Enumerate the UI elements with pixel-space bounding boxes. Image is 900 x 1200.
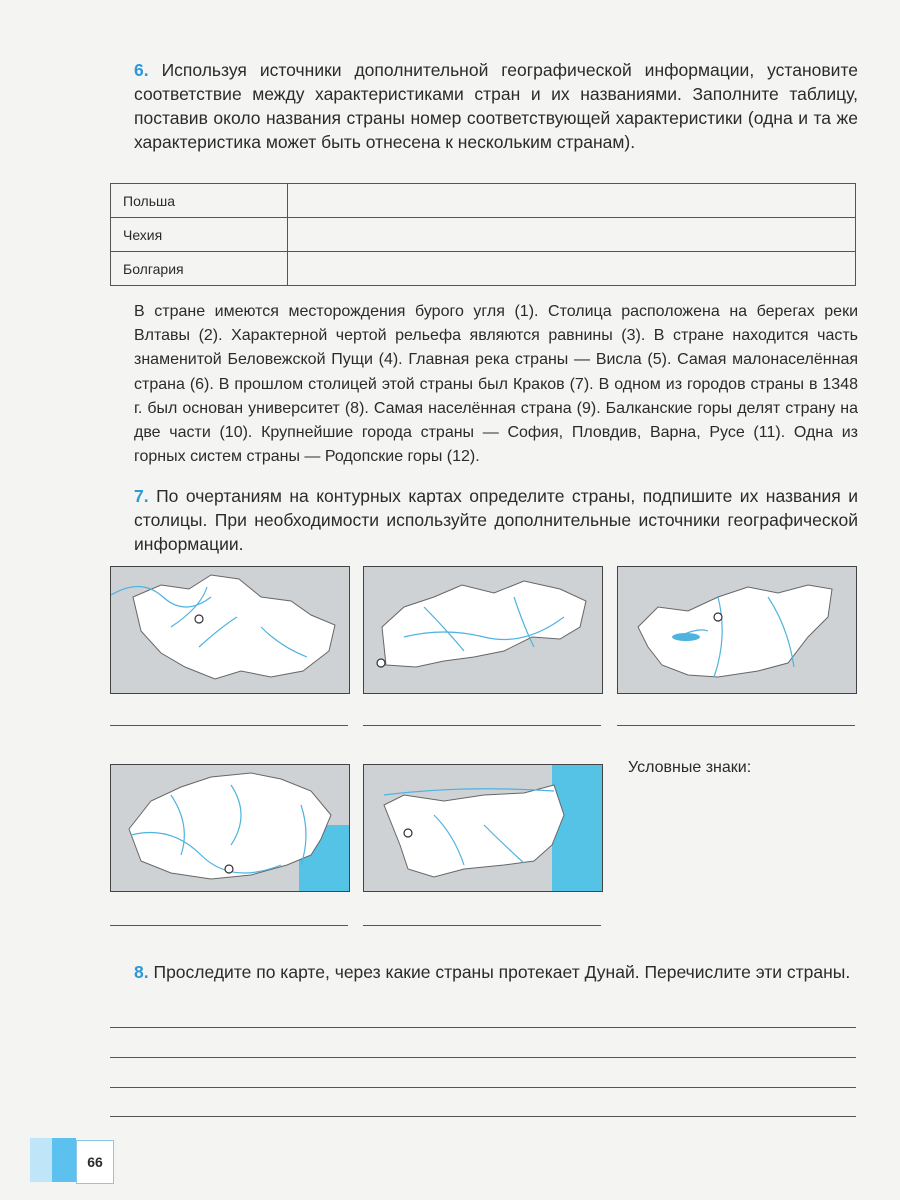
answer-line[interactable] [110, 1057, 856, 1058]
task-6 [134, 58, 858, 154]
task-6-number: 6. [134, 60, 149, 80]
contour-map-1 [110, 566, 350, 694]
capital-marker [377, 659, 385, 667]
table-row [111, 218, 856, 252]
footer-decoration [30, 1138, 52, 1182]
country-cell: Болгария [111, 252, 288, 286]
country-cell: Чехия [111, 218, 288, 252]
answer-line[interactable] [617, 725, 855, 726]
capital-marker [225, 865, 233, 873]
answer-table [110, 183, 856, 286]
capital-marker [714, 613, 722, 621]
task-7-number: 7. [134, 486, 149, 506]
contour-map-4 [110, 764, 350, 892]
country-cell: Польша [111, 184, 288, 218]
contour-map-3 [617, 566, 857, 694]
answer-line[interactable] [110, 925, 348, 926]
answer-line[interactable] [363, 925, 601, 926]
map-4-drawing [111, 765, 349, 891]
map-3-drawing [618, 567, 856, 693]
legend-label: Условные знаки: [628, 759, 752, 776]
contour-map-5 [363, 764, 603, 892]
answer-cell[interactable] [288, 252, 856, 286]
map-5-drawing [364, 765, 602, 891]
contour-map-2 [363, 566, 603, 694]
map-2-drawing [364, 567, 602, 693]
task-8-number: 8. [134, 962, 149, 982]
answer-line[interactable] [110, 1027, 856, 1028]
footer-decoration [52, 1138, 76, 1182]
table-row [111, 184, 856, 218]
answer-line[interactable] [110, 1116, 856, 1117]
task-8-text: Проследите по карте, через какие страны протекает Дунай. Перечислите эти страны. [153, 962, 851, 982]
page-number: 66 [76, 1140, 114, 1184]
answer-line[interactable] [110, 725, 348, 726]
capital-marker [195, 615, 203, 623]
characteristics-text: В стране имеются месторождения бурого угля (1). Столица расположена на берегах реки Влтавы (2). Характерной чертой рельефа являются равнины (3). В стране находится часть знаменитой Беловежской Пущи (4). Главная река страны — Висла (5). Самая малонаселённая страна (6). В прошлом столицей этой страны был Краков (7). В одном из городов страны в 1348 г. был основан университет (8). Самая населённая страна (9). Балканские горы делят страну на две части (10). Крупнейшие города страны — София, Пловдив, Варна, Русе (11). Одна из горных систем страны — Родопские горы (12). [134, 303, 858, 466]
answer-cell[interactable] [288, 184, 856, 218]
answer-line[interactable] [110, 1087, 856, 1088]
answer-line[interactable] [363, 725, 601, 726]
map-1-drawing [111, 567, 349, 693]
answer-cell[interactable] [288, 218, 856, 252]
task-7 [134, 484, 858, 556]
task-7-text: По очертаниям на контурных картах определите страны, подпишите их названия и столицы. При необходимости используйте дополнительные источники географической информации. [134, 486, 858, 554]
task-6-text: Используя источники дополнительной географической информации, установите соответствие между характеристиками стран и их названиями. Заполните таблицу, поставив около названия страны номер соответствующей характеристики (одна и та же характеристика может быть отнесена к нескольким странам). [134, 60, 858, 152]
table-row [111, 252, 856, 286]
task-8 [134, 960, 858, 984]
capital-marker [404, 829, 412, 837]
